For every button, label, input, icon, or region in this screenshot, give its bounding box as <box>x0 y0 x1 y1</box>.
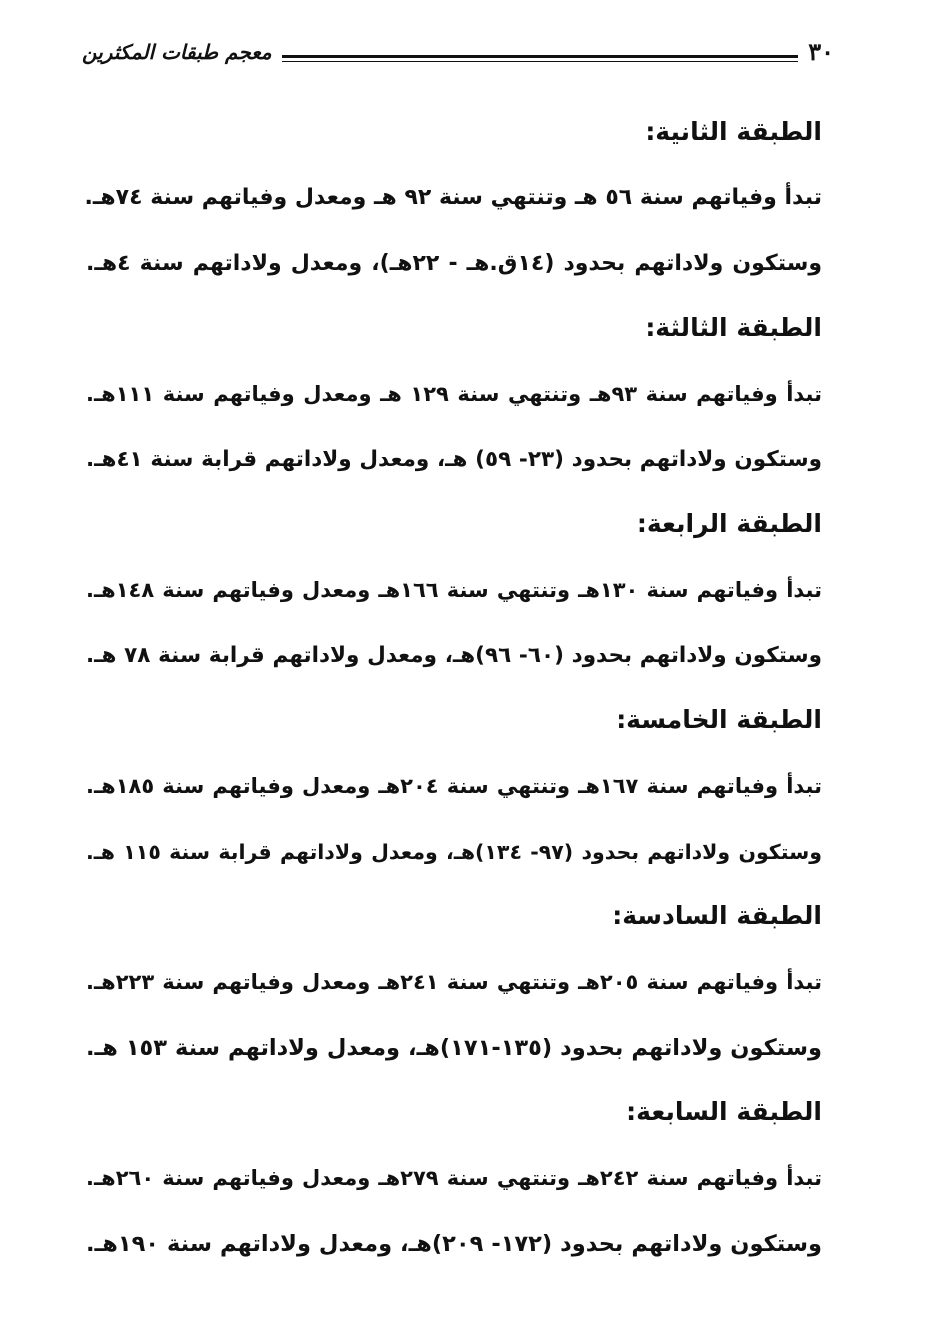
section-heading: الطبقة الثالثة: <box>645 313 822 342</box>
births-line: وستكون ولاداتهم بحدود (١٤ق.هـ - ٢٢هـ)، ومعدل ولاداتهم سنة ٤هـ. <box>86 251 823 276</box>
section-tabaqa-7 <box>86 1092 822 1288</box>
section-heading: الطبقة الخامسة: <box>616 705 822 734</box>
deaths-line: تبدأ وفياتهم سنة ٥٦ هـ وتنتهي سنة ٩٢ هـ ومعدل وفياتهم سنة ٧٤هـ. <box>84 185 822 210</box>
section-tabaqa-2 <box>86 112 822 308</box>
book-title: معجم طبقات المكثرين <box>82 40 272 64</box>
section-heading: الطبقة السادسة: <box>612 901 822 930</box>
page-number: ٣٠ <box>808 37 834 66</box>
births-line: وستكون ولاداتهم بحدود (١٣٥-١٧١)هـ، ومعدل ولاداتهم سنة ١٥٣ هـ. <box>86 1035 822 1061</box>
births-line: وستكون ولاداتهم بحدود (٢٣- ٥٩) هـ، ومعدل ولاداتهم قرابة سنة ٤١هـ. <box>86 447 823 472</box>
section-tabaqa-4 <box>86 504 822 700</box>
births-line: وستكون ولاداتهم بحدود (٩٧- ١٣٤)هـ، ومعدل ولاداتهم قرابة سنة ١١٥ هـ. <box>86 840 822 864</box>
births-line: وستكون ولاداتهم بحدود (١٧٢- ٢٠٩)هـ، ومعدل ولاداتهم سنة ١٩٠هـ. <box>86 1231 822 1257</box>
section-tabaqa-6 <box>86 896 822 1092</box>
section-heading: الطبقة السابعة: <box>626 1097 822 1126</box>
deaths-line: تبدأ وفياتهم سنة ١٦٧هـ وتنتهي سنة ٢٠٤هـ ومعدل وفياتهم سنة ١٨٥هـ. <box>86 774 823 798</box>
running-head <box>82 28 834 68</box>
deaths-line: تبدأ وفياتهم سنة ١٣٠هـ وتنتهي سنة ١٦٦هـ ومعدل وفياتهم سنة ١٤٨هـ. <box>86 578 823 602</box>
deaths-line: تبدأ وفياتهم سنة ٢٠٥هـ وتنتهي سنة ٢٤١هـ ومعدل وفياتهم سنة ٢٢٣هـ. <box>86 970 823 994</box>
section-tabaqa-3 <box>86 308 822 504</box>
section-tabaqa-5 <box>86 700 822 896</box>
deaths-line: تبدأ وفياتهم سنة ٢٤٢هـ وتنتهي سنة ٢٧٩هـ ومعدل وفياتهم سنة ٢٦٠هـ. <box>86 1166 823 1190</box>
section-heading: الطبقة الثانية: <box>645 117 822 146</box>
deaths-line: تبدأ وفياتهم سنة ٩٣هـ وتنتهي سنة ١٢٩ هـ ومعدل وفياتهم سنة ١١١هـ. <box>86 382 822 406</box>
header-rule <box>282 55 799 58</box>
section-heading: الطبقة الرابعة: <box>636 509 822 538</box>
page-content <box>86 112 822 1288</box>
births-line: وستكون ولاداتهم بحدود (٦٠- ٩٦)هـ، ومعدل ولاداتهم قرابة سنة ٧٨ هـ. <box>86 643 823 668</box>
